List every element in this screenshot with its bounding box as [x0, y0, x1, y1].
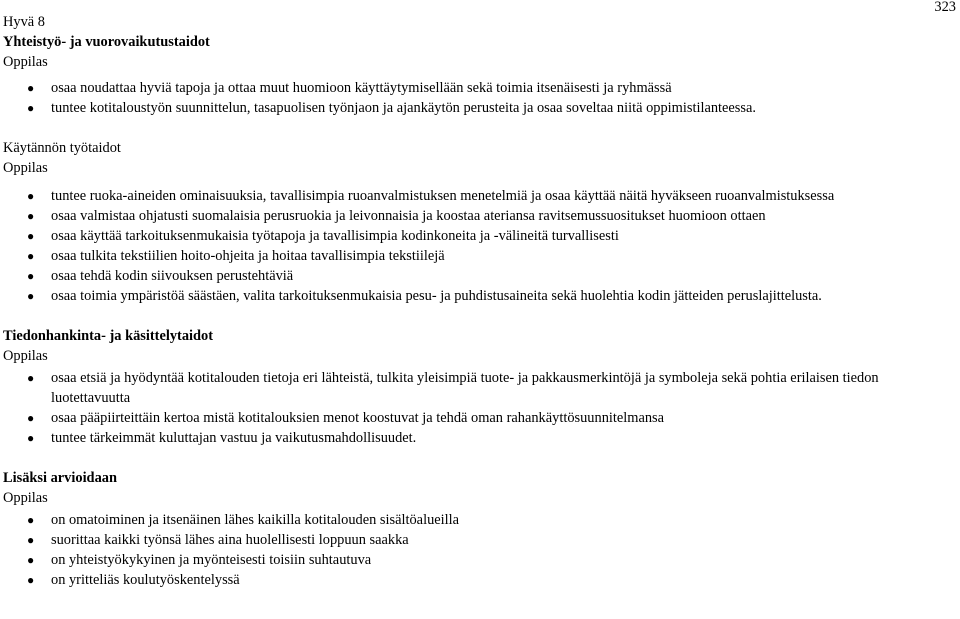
list-item: ● tuntee tärkeimmät kuluttajan vastuu ja vaikutusmahdollisuudet.	[27, 430, 417, 446]
list-item: ● osaa tulkita tekstiilien hoito-ohjeita ja hoitaa tavallisimpia tekstiilejä	[27, 248, 445, 264]
item-list	[3, 178, 903, 306]
bullet-icon: ●	[27, 189, 35, 203]
bullet-icon: ●	[27, 209, 35, 223]
list-item: ● osaa tehdä kodin siivouksen perustehtäviä	[27, 268, 294, 284]
section-information-skills	[3, 326, 903, 448]
page-number: 323	[934, 0, 956, 15]
bullet-icon: ●	[27, 101, 35, 115]
bullet-icon: ●	[27, 533, 35, 547]
bullet-icon: ●	[27, 411, 35, 425]
list-item: ● osaa käyttää tarkoituksenmukaisia työtapoja ja tavallisimpia kodinkoneita ja -välineitä turvallisesti	[27, 228, 619, 244]
list-item: ● tuntee kotitaloustyön suunnittelun, tasapuolisen työnjaon ja ajankäytön perusteita ja osaa soveltaa niitä oppimistilanteessa.	[27, 100, 756, 116]
section-heading: Käytännön työtaidot	[3, 140, 121, 156]
bullet-icon: ●	[27, 229, 35, 243]
list-item: ● osaa etsiä ja hyödyntää kotitalouden tietoja eri lähteistä, tulkita yleisimpiä tuote- ja pakkausmerkintöjä ja symboleja sekä pohtia erilaisen tiedon luotettavuutta	[27, 370, 879, 406]
section-heading: Lisäksi arvioidaan	[3, 470, 117, 486]
item-list	[3, 72, 903, 118]
section-additional-assessment	[3, 468, 903, 590]
bullet-icon: ●	[27, 431, 35, 445]
section-subject: Oppilas	[3, 348, 48, 364]
list-item: ● osaa pääpiirteittäin kertoa mistä kotitalouksien menot koostuvat ja tehdä oman rahankäyttösuunnitelmansa	[27, 410, 665, 426]
bullet-icon: ●	[27, 573, 35, 587]
section-practical-skills	[3, 138, 903, 306]
list-item: ● osaa valmistaa ohjatusti suomalaisia perusruokia ja leivonnaisia ja koostaa ateriansa ravitsemussuositukset huomioon ottaen	[27, 208, 766, 224]
bullet-icon: ●	[27, 289, 35, 303]
section-subject: Oppilas	[3, 54, 48, 70]
bullet-icon: ●	[27, 81, 35, 95]
grade-title: Hyvä 8	[3, 14, 45, 30]
bullet-icon: ●	[27, 371, 35, 385]
section-heading: Tiedonhankinta- ja käsittelytaidot	[3, 328, 214, 344]
list-item: ● osaa noudattaa hyviä tapoja ja ottaa muut huomioon käyttäytymisellään sekä toimia itsenäisesti ja ryhmässä	[27, 80, 672, 96]
section-subject: Oppilas	[3, 490, 48, 506]
list-item: ● tuntee ruoka-aineiden ominaisuuksia, tavallisimpia ruoanvalmistuksen menetelmiä ja osaa käyttää näitä hyväkseen ruoanvalmistuksessa	[27, 188, 835, 204]
document-body	[3, 12, 903, 590]
bullet-icon: ●	[27, 249, 35, 263]
list-item: ● on yhteistyökykyinen ja myönteisesti toisiin suhtautuva	[27, 552, 372, 568]
list-item: ● osaa toimia ympäristöä säästäen, valita tarkoituksenmukaisia pesu- ja puhdistusaineita sekä huolehtia kodin jätteiden peruslajittelusta.	[27, 288, 822, 304]
section-cooperation-skills	[3, 32, 903, 118]
item-list	[3, 366, 903, 448]
list-item: ● on omatoiminen ja itsenäinen lähes kaikilla kotitalouden sisältöalueilla	[27, 512, 460, 528]
item-list	[3, 508, 903, 590]
bullet-icon: ●	[27, 269, 35, 283]
bullet-icon: ●	[27, 513, 35, 527]
section-heading: Yhteistyö- ja vuorovaikutustaidot	[3, 34, 210, 50]
list-item: ● on yritteliäs koulutyöskentelyssä	[27, 572, 240, 588]
list-item: ● suorittaa kaikki työnsä lähes aina huolellisesti loppuun saakka	[27, 532, 409, 548]
bullet-icon: ●	[27, 553, 35, 567]
section-subject: Oppilas	[3, 160, 48, 176]
